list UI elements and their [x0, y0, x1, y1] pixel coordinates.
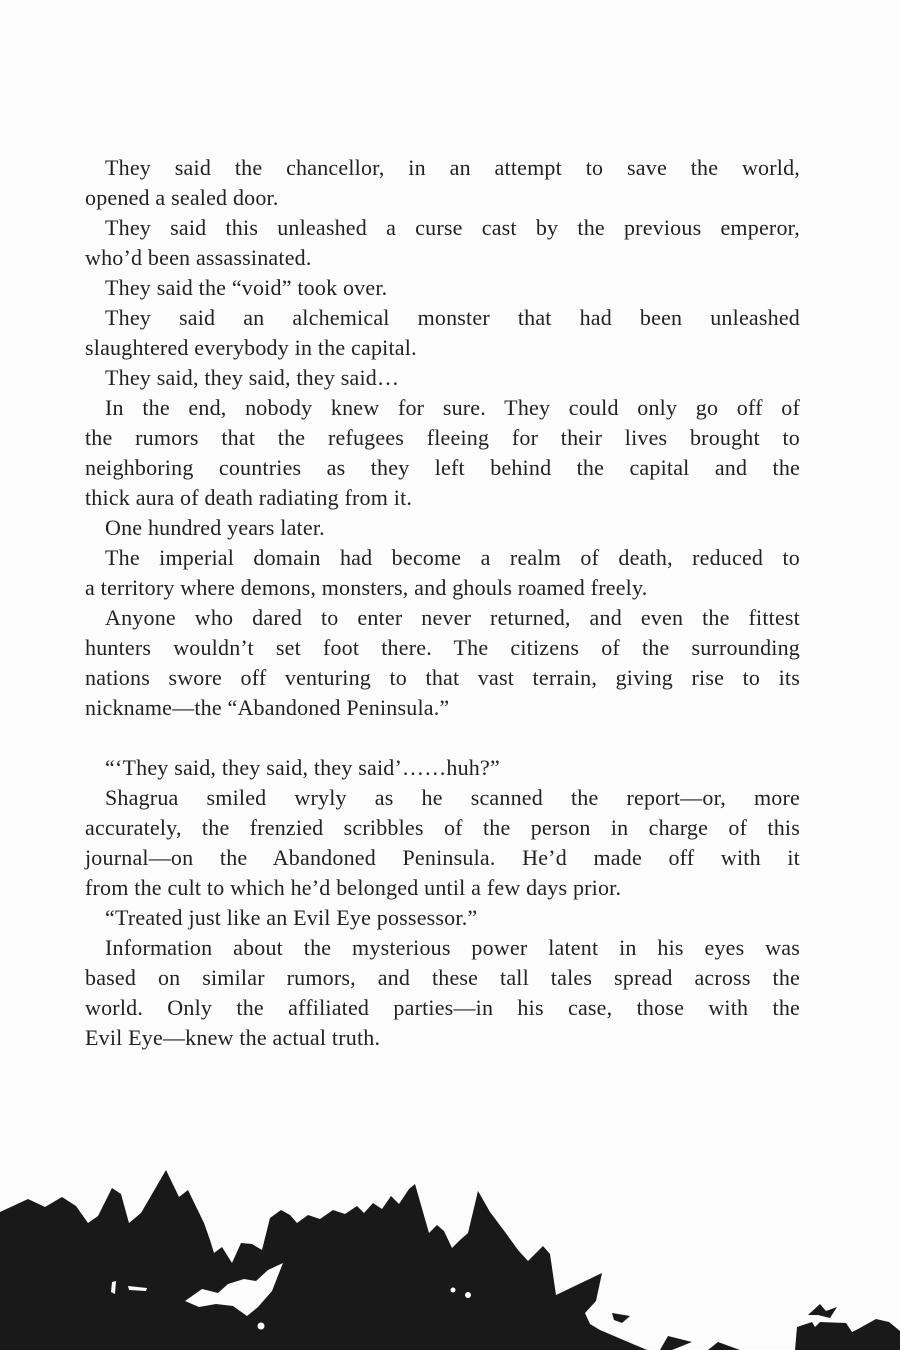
text-line: opened a sealed door.	[85, 185, 279, 210]
paragraph	[85, 303, 800, 363]
text-line: thick aura of death radiating from it.	[85, 485, 413, 510]
text-line: “‘They said, they said, they said’……huh?”	[105, 755, 500, 780]
text-line: neighboring countries as they left behind the capital and the	[85, 455, 800, 480]
text-line: nations swore off venturing to that vast terrain, giving rise to its	[85, 665, 800, 690]
paragraph	[85, 753, 800, 783]
scene-break	[85, 723, 800, 753]
text-line: hunters wouldn’t set foot there. The citizens of the surrounding	[85, 635, 800, 660]
paragraph	[85, 273, 800, 303]
text-line: Evil Eye—knew the actual truth.	[85, 1025, 381, 1050]
text-line: They said the “void” took over.	[105, 275, 388, 300]
paragraph	[85, 513, 800, 543]
paragraph	[85, 603, 800, 723]
text-line: They said an alchemical monster that had been unleashed	[105, 305, 800, 330]
text-line: accurately, the frenzied scribbles of the person in charge of this	[85, 815, 800, 840]
text-line: They said, they said, they said…	[105, 365, 400, 390]
paragraph	[85, 903, 800, 933]
text-line: In the end, nobody knew for sure. They could only go off of	[105, 395, 800, 420]
text-line: “Treated just like an Evil Eye possessor.”	[105, 905, 478, 930]
paragraph	[85, 363, 800, 393]
paragraph	[85, 153, 800, 213]
text-line: One hundred years later.	[105, 515, 325, 540]
text-line: world. Only the affiliated parties—in his case, those with the	[85, 995, 800, 1020]
paragraph	[85, 783, 800, 903]
paragraph	[85, 393, 800, 513]
text-line: They said the chancellor, in an attempt to save the world,	[105, 155, 800, 180]
text-line: a territory where demons, monsters, and ghouls roamed freely.	[85, 575, 648, 600]
page-text	[85, 153, 800, 1053]
paragraph	[85, 543, 800, 603]
text-line: who’d been assassinated.	[85, 245, 312, 270]
text-line: Anyone who dared to enter never returned, and even the fittest	[105, 605, 800, 630]
text-line: Shagrua smiled wryly as he scanned the report—or, more	[105, 785, 800, 810]
text-line: The imperial domain had become a realm of death, reduced to	[105, 545, 800, 570]
text-line: based on similar rumors, and these tall tales spread across the	[85, 965, 800, 990]
text-line: nickname—the “Abandoned Peninsula.”	[85, 695, 450, 720]
paragraph	[85, 213, 800, 273]
text-line: the rumors that the refugees fleeing for their lives brought to	[85, 425, 800, 450]
text-line: from the cult to which he’d belonged until a few days prior.	[85, 875, 622, 900]
ink-splatter-graphic	[0, 1150, 900, 1350]
text-line: They said this unleashed a curse cast by the previous emperor,	[105, 215, 800, 240]
text-line: Information about the mysterious power latent in his eyes was	[105, 935, 800, 960]
text-line: journal—on the Abandoned Peninsula. He’d made off with it	[85, 845, 800, 870]
text-line: slaughtered everybody in the capital.	[85, 335, 417, 360]
paragraph	[85, 933, 800, 1053]
